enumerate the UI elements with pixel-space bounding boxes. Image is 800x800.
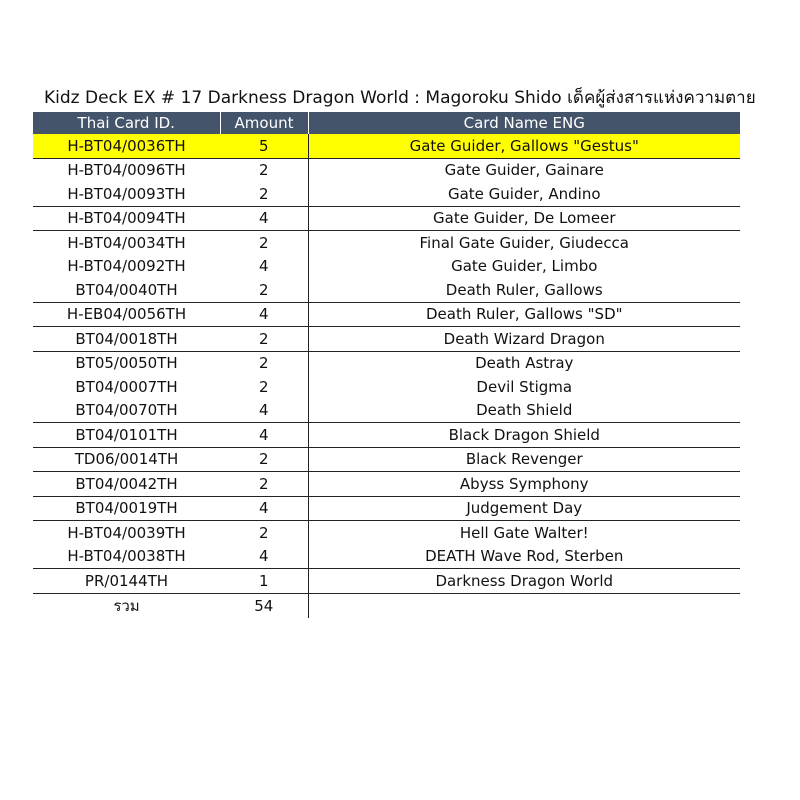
table-row: [33, 423, 740, 448]
amount-cell: 2: [258, 377, 269, 396]
amount-cell: 2: [220, 327, 308, 352]
card-id-cell: H-BT04/0093TH: [33, 182, 220, 206]
card-name-cell: Death Ruler, Gallows: [308, 278, 740, 302]
card-id-cell: BT04/0070TH: [33, 399, 220, 423]
card-id-cell: TD06/0014TH: [33, 447, 220, 472]
card-id-cell: BT04/0042TH: [33, 472, 220, 497]
header-card-name: Card Name ENG: [308, 112, 740, 134]
amount-cell: 2: [258, 233, 269, 252]
card-name-cell: Judgement Day: [308, 496, 740, 521]
table-row: [33, 302, 740, 327]
amount-cell: 2: [258, 161, 269, 180]
table-row: [33, 255, 740, 279]
card-name-cell: Black Dragon Shield: [308, 423, 740, 448]
table-row: [33, 496, 740, 521]
card-id-cell: H-BT04/0036TH: [33, 134, 220, 158]
table-row: [33, 521, 740, 545]
table-row: [33, 351, 740, 375]
amount-cell: 4: [220, 206, 308, 231]
amount-cell: 4: [220, 545, 308, 569]
amount-cell: 1: [220, 569, 308, 594]
card-id-cell: H-BT04/0094TH: [33, 206, 220, 231]
card-name-cell: Devil Stigma: [308, 375, 740, 399]
card-name-cell: Hell Gate Walter!: [308, 521, 740, 545]
card-name-cell: Black Revenger: [308, 447, 740, 472]
amount-cell: 4: [258, 257, 269, 276]
total-empty-cell: [308, 593, 740, 618]
table-row: [33, 569, 740, 594]
card-name-cell: Gate Guider, Andino: [308, 182, 740, 206]
card-id-cell: PR/0144TH: [33, 569, 220, 594]
card-id-cell: H-BT04/0092TH: [67, 257, 186, 276]
card-id-cell: BT04/0101TH: [33, 423, 220, 448]
total-label: รวม: [113, 596, 140, 615]
card-id-cell: BT05/0050TH: [75, 354, 178, 373]
amount-cell: 4: [220, 496, 308, 521]
table-row: [33, 447, 740, 472]
card-id-cell: BT04/0007TH: [75, 377, 178, 396]
card-name-cell: Final Gate Guider, Giudecca: [308, 231, 740, 255]
card-id-cell: H-BT04/0038TH: [33, 545, 220, 569]
table-row: [33, 134, 740, 158]
card-name-cell: Abyss Symphony: [308, 472, 740, 497]
card-name-cell: Gate Guider, Gainare: [308, 158, 740, 182]
card-name-cell: Death Shield: [308, 399, 740, 423]
deck-title: Kidz Deck EX # 17 Darkness Dragon World : Magoroku Shido เด็คผู้ส่งสารแห่งความตาย: [44, 88, 756, 108]
amount-cell: 4: [220, 302, 308, 327]
amount-cell: 5: [220, 134, 308, 158]
deck-table: [33, 112, 740, 618]
card-name-cell: Darkness Dragon World: [308, 569, 740, 594]
card-name-cell: Death Astray: [308, 351, 740, 375]
header-card-id: Thai Card ID.: [33, 112, 220, 134]
card-id-cell: H-BT04/0034TH: [67, 233, 186, 252]
amount-cell: 2: [258, 523, 269, 542]
amount-cell: 4: [220, 423, 308, 448]
card-name-cell: Gate Guider, Limbo: [308, 255, 740, 279]
table-row: [33, 375, 740, 399]
table-row: [33, 278, 740, 302]
card-name-cell: DEATH Wave Rod, Sterben: [308, 545, 740, 569]
table-row: [33, 206, 740, 231]
table-row: [33, 327, 740, 352]
card-id-cell: BT04/0018TH: [33, 327, 220, 352]
amount-cell: 2: [220, 472, 308, 497]
table-row: [33, 231, 740, 255]
amount-cell: 2: [220, 182, 308, 206]
table-row: [33, 399, 740, 423]
total-row: [33, 593, 740, 618]
table-row: [33, 472, 740, 497]
card-name-cell: Gate Guider, De Lomeer: [308, 206, 740, 231]
header-amount: Amount: [220, 112, 308, 134]
amount-cell: 4: [220, 399, 308, 423]
card-name-cell: Death Ruler, Gallows "SD": [308, 302, 740, 327]
header-row: [33, 112, 740, 134]
amount-cell: 2: [220, 447, 308, 472]
card-id-cell: BT04/0019TH: [33, 496, 220, 521]
amount-cell: 2: [258, 354, 269, 373]
card-id-cell: H-BT04/0039TH: [67, 523, 186, 542]
table-row: [33, 182, 740, 206]
amount-cell: 2: [220, 278, 308, 302]
card-id-cell: BT04/0040TH: [33, 278, 220, 302]
card-name-cell: Death Wizard Dragon: [308, 327, 740, 352]
card-id-cell: H-EB04/0056TH: [33, 302, 220, 327]
card-id-cell: H-BT04/0096TH: [67, 161, 186, 180]
total-amount: 54: [254, 596, 274, 615]
table-row: [33, 158, 740, 182]
card-name-cell: Gate Guider, Gallows "Gestus": [308, 134, 740, 158]
table-row: [33, 545, 740, 569]
